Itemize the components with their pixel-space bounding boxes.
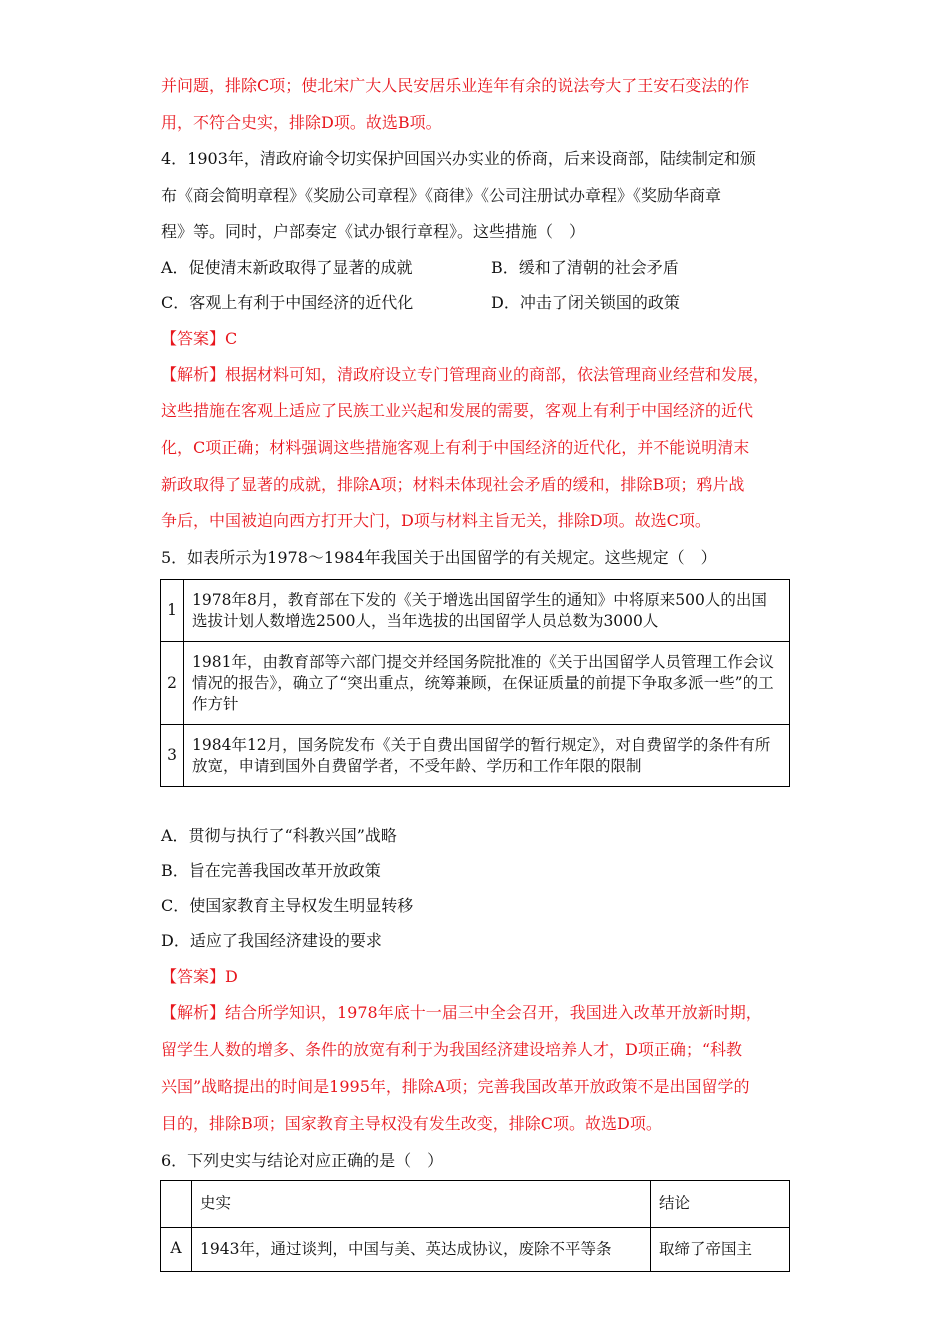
q6-row-fact: 1943年，通过谈判，中国与美、英达成协议，废除不平等条 [192,1228,651,1272]
q5-row-number: 1 [161,580,184,642]
table-row [161,1228,790,1272]
q5-row-text: 1978年8月，教育部在下发的《关于增选出国留学生的通知》中将原来500人的出国选拔计划人数增选2500人，当年选拔的出国留学人员总数为3000人 [184,580,790,642]
table-header-row [161,1181,790,1228]
q5-analysis-line-2: 留学生人数的增多、条件的放宽有利于为我国经济建设培养人才，D项正确；“科教 [161,1040,743,1059]
q4-answer: 【答案】C [161,329,238,348]
table-row [161,642,790,725]
q5-option-c: C．使国家教育主导权发生明显转移 [161,896,414,915]
q5-row-number: 3 [161,725,184,787]
q4-analysis-line-4: 新政取得了显著的成就，排除A项；材料未体现社会矛盾的缓和，排除B项；鸦片战 [161,475,745,494]
prev-analysis-line-2: 用，不符合史实，排除D项。故选B项。 [161,113,442,132]
q6-header-conclusion: 结论 [651,1181,790,1228]
table-row [161,725,790,787]
q4-analysis-line-3: 化，C项正确；材料强调这些措施客观上有利于中国经济的近代化，并不能说明清末 [161,438,750,457]
q5-option-a: A．贯彻与执行了“科教兴国”战略 [161,826,397,845]
q5-table [160,579,790,787]
q5-row-text: 1981年，由教育部等六部门提交并经国务院批准的《关于出国留学人员管理工作会议情况的报告》，确立了“突出重点，统筹兼顾，在保证质量的前提下争取多派一些”的工作方针 [184,642,790,725]
q4-option-d: D．冲击了闭关锁国的政策 [491,293,680,312]
q5-row-number: 2 [161,642,184,725]
q6-header-blank [161,1181,192,1228]
q4-stem-line-3: 程》等。同时，户部奏定《试办银行章程》。这些措施（ ） [161,222,586,241]
q5-analysis-line-1: 【解析】结合所学知识，1978年底十一届三中全会召开，我国进入改革开放新时期， [161,1003,762,1022]
q5-answer: 【答案】D [161,967,238,986]
q4-analysis-line-1: 【解析】根据材料可知，清政府设立专门管理商业的商部，依法管理商业经营和发展， [161,365,770,384]
q5-stem: 5．如表所示为1978～1984年我国关于出国留学的有关规定。这些规定（ ） [161,548,717,567]
q4-stem-line-2: 布《商会简明章程》《奖励公司章程》《商律》《公司注册试办章程》《奖励华商章 [161,186,722,205]
q4-analysis-line-2: 这些措施在客观上适应了民族工业兴起和发展的需要，客观上有利于中国经济的近代 [161,401,754,420]
q6-header-fact: 史实 [192,1181,651,1228]
q4-option-c: C．客观上有利于中国经济的近代化 [161,293,414,312]
q5-option-d: D．适应了我国经济建设的要求 [161,931,382,950]
q5-analysis-line-3: 兴国”战略提出的时间是1995年，排除A项；完善我国改革开放政策不是出国留学的 [161,1077,750,1096]
q4-stem-line-1: 4．1903年，清政府谕令切实保护回国兴办实业的侨商，后来设商部，陆续制定和颁 [161,149,756,168]
q6-stem: 6．下列史实与结论对应正确的是（ ） [161,1151,444,1170]
q6-table [160,1180,790,1272]
q5-analysis-line-4: 目的，排除B项；国家教育主导权没有发生改变，排除C项。故选D项。 [161,1114,662,1133]
q4-option-a: A．促使清末新政取得了显著的成就 [161,258,413,277]
q6-row-conclusion: 取缔了帝国主 [651,1228,790,1272]
q5-row-text: 1984年12月，国务院发布《关于自费出国留学的暂行规定》，对自费留学的条件有所放宽，申请到国外自费留学者，不受年龄、学历和工作年限的限制 [184,725,790,787]
q4-analysis-line-5: 争后，中国被迫向西方打开大门，D项与材料主旨无关，排除D项。故选C项。 [161,511,711,530]
q5-option-b: B．旨在完善我国改革开放政策 [161,861,381,880]
table-row [161,580,790,642]
prev-analysis-line-1: 并问题，排除C项；使北宋广大人民安居乐业连年有余的说法夸大了王安石变法的作 [161,76,750,95]
q6-row-label: A [161,1228,192,1272]
q4-option-b: B．缓和了清朝的社会矛盾 [491,258,679,277]
